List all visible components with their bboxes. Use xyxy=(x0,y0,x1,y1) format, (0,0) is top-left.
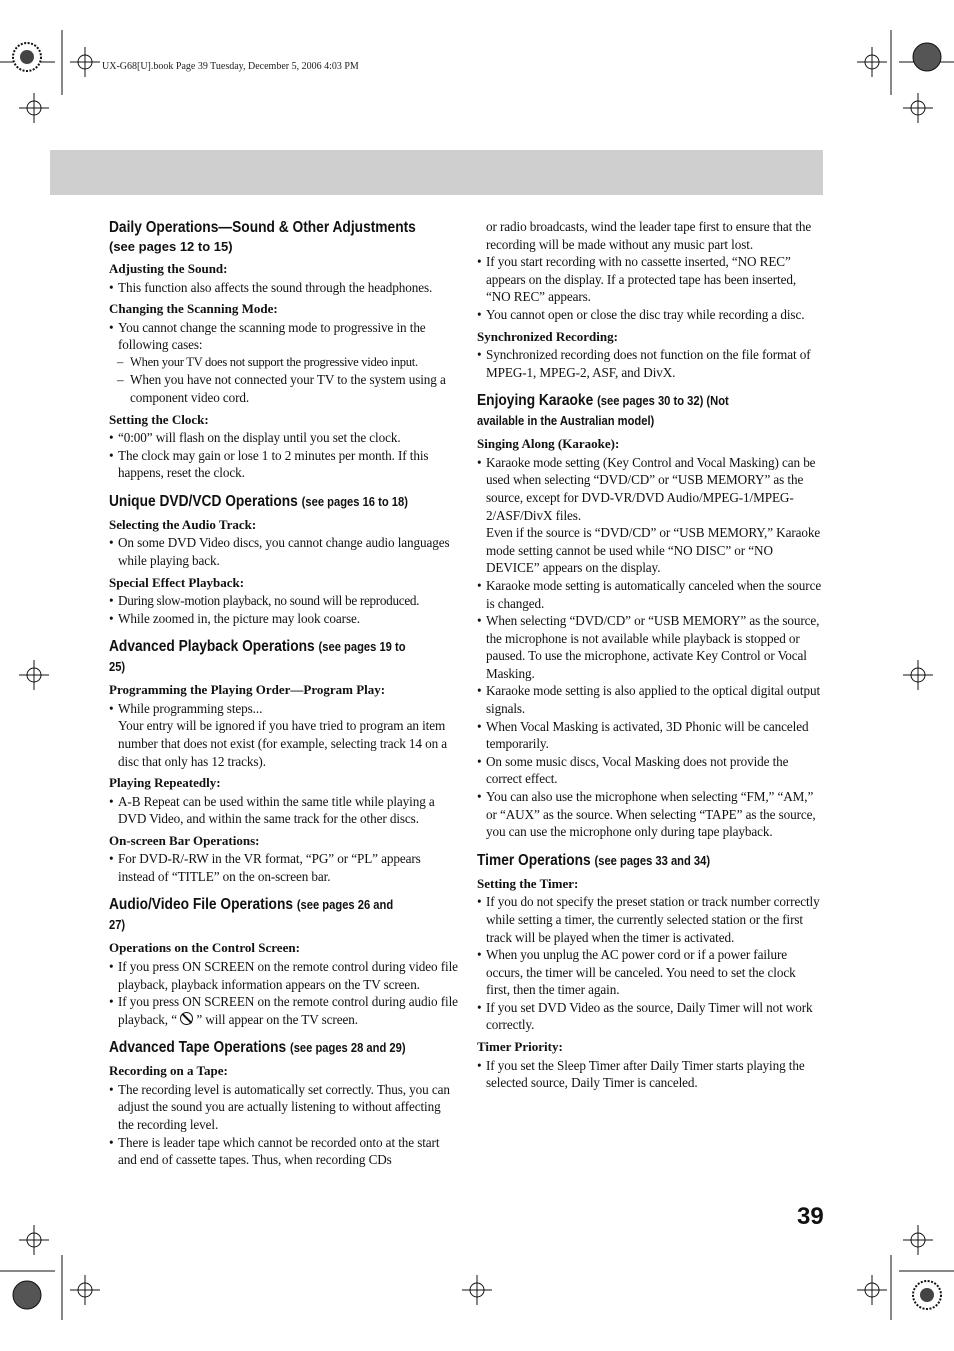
list-item: • When Vocal Masking is activated, 3D Phonic will be canceled temporarily. xyxy=(477,718,822,753)
subhead: Operations on the Control Screen: xyxy=(109,940,300,956)
list-item: • Synchronized recording does not function on the file format of MPEG-1, MPEG-2, ASF, and DivX. xyxy=(477,346,822,381)
list-item: • A-B Repeat can be used within the same title while playing a DVD Video, and within the same track for the other discs. xyxy=(109,793,459,828)
list-item: • For DVD-R/-RW in the VR format, “PG” or “PL” appears instead of “TITLE” on the on-screen bar. xyxy=(109,850,459,885)
list-item: • You cannot open or close the disc tray while recording a disc. xyxy=(477,306,822,324)
list-item: • When you unplug the AC power cord or if a power failure occurs, the timer will be canceled. You need to set the clock first, then the timer again. xyxy=(477,946,822,999)
list-item: – When your TV does not support the progressive video input. xyxy=(109,354,459,372)
list-item: or radio broadcasts, wind the leader tape first to ensure that the recording will be made without any music part lost. xyxy=(486,219,812,252)
list-item: • If you start recording with no cassette inserted, “NO REC” appears on the display. If a protected tape has been inserted, “NO REC” appears. xyxy=(477,253,822,306)
list-item: • While zoomed in, the picture may look coarse. xyxy=(109,610,459,628)
list-item: • You can also use the microphone when selecting “FM,” “AM,” or “AUX” as the source. When selecting “TAPE” as the source, you can use the microphone only during tape playback. xyxy=(477,788,822,841)
subhead: Programming the Playing Order—Program Play: xyxy=(109,682,386,698)
list-item: • The recording level is automatically set correctly. Thus, you can adjust the sound you are actually listening to without affecting the recording level. xyxy=(109,1081,459,1134)
subhead: Recording on a Tape: xyxy=(109,1063,228,1079)
list-item: • You cannot change the scanning mode to progressive in the following cases: xyxy=(109,319,459,354)
subhead: Setting the Clock: xyxy=(109,411,209,427)
list-item: • The clock may gain or lose 1 to 2 minutes per month. If this happens, reset the clock. xyxy=(109,447,459,482)
subhead: Setting the Timer: xyxy=(477,875,579,891)
section-title-timer: Timer Operations (see pages 33 and 34) xyxy=(477,851,711,869)
section-title-advplay: Advanced Playback Operations (see pages 19 to 25) xyxy=(109,638,406,675)
section-ref-daily: (see pages 12 to 15) xyxy=(109,239,233,254)
list-item: • While programming steps... xyxy=(109,700,459,718)
file-info: UX-G68[U].book Page 39 Tuesday, December 5, 2006 4:03 PM xyxy=(102,61,359,72)
list-item: • If you set DVD Video as the source, Daily Timer will not work correctly. xyxy=(477,999,822,1034)
list-item: • Karaoke mode setting is also applied to the optical digital output signals. xyxy=(477,682,822,717)
list-item: • If you press ON SCREEN on the remote control during audio file playback, “ ” will appear on the TV screen. xyxy=(109,993,459,1028)
subhead: Playing Repeatedly: xyxy=(109,775,221,791)
list-item: • If you press ON SCREEN on the remote control during video file playback, playback information appears on the TV screen. xyxy=(109,958,459,993)
section-title-daily: Daily Operations—Sound & Other Adjustments xyxy=(109,219,416,236)
subhead: Special Effect Playback: xyxy=(109,574,245,590)
section-title-karaoke: Enjoying Karaoke (see pages 30 to 32) (Not available in the Australian model) xyxy=(477,392,729,429)
section-title-dvd: Unique DVD/VCD Operations (see pages 16 to 18) xyxy=(109,492,408,510)
right-column xyxy=(477,218,822,1092)
list-item: • On some DVD Video discs, you cannot change audio languages while playing back. xyxy=(109,534,459,569)
subhead: Synchronized Recording: xyxy=(477,328,618,344)
list-item: • There is leader tape which cannot be recorded onto at the start and end of cassette tapes. Thus, when recording CDs xyxy=(109,1134,459,1169)
list-item: • On some music discs, Vocal Masking does not provide the correct effect. xyxy=(477,753,822,788)
list-item: • If you do not specify the preset station or track number correctly while setting a timer, the currently selected station or the first track will be played when the timer is activated. xyxy=(477,893,822,946)
list-item: • “0:00” will flash on the display until you set the clock. xyxy=(109,429,459,447)
list-item: – When you have not connected your TV to the system using a component video cord. xyxy=(109,371,459,406)
list-item: • This function also affects the sound through the headphones. xyxy=(109,279,459,297)
page-number: 39 xyxy=(797,1203,824,1230)
list-item: • When selecting “DVD/CD” or “USB MEMORY” as the source, the microphone is not available while playback is stopped or paused. To use the microphone, activate Key Control or Vocal Masking. xyxy=(477,612,822,682)
subhead: Timer Priority: xyxy=(477,1039,563,1055)
list-item: Your entry will be ignored if you have tried to program an item number that does not exist (for example, selecting track 14 on a disc that only has 12 tracks). xyxy=(118,718,448,769)
list-item: Even if the source is “DVD/CD” or “USB MEMORY,” Karaoke mode setting cannot be used while “NO DISC” or “NO DEVICE” appears on the display. xyxy=(486,525,821,576)
subhead: Adjusting the Sound: xyxy=(109,261,228,276)
subhead: Singing Along (Karaoke): xyxy=(477,436,620,452)
list-item: • During slow-motion playback, no sound will be reproduced. xyxy=(109,592,459,610)
list-item: • Karaoke mode setting (Key Control and Vocal Masking) can be used when selecting “DVD/CD” or “USB MEMORY” as the source, except for DVD-VR/DVD Audio/MPEG-1/MPEG-2/ASF/DivX files. xyxy=(477,454,822,524)
list-item: • Karaoke mode setting is automatically canceled when the source is changed. xyxy=(477,577,822,612)
subhead: Selecting the Audio Track: xyxy=(109,516,257,532)
subhead: On-screen Bar Operations: xyxy=(109,832,260,848)
section-title-avfile: Audio/Video File Operations (see pages 26 and 27) xyxy=(109,896,394,933)
prohibited-icon xyxy=(180,1012,193,1025)
header-band xyxy=(50,150,823,195)
left-column xyxy=(109,218,459,1169)
list-item: • If you set the Sleep Timer after Daily Timer starts playing the selected source, Daily Timer is canceled. xyxy=(477,1057,822,1092)
section-title-tape: Advanced Tape Operations (see pages 28 and 29) xyxy=(109,1039,406,1057)
subhead: Changing the Scanning Mode: xyxy=(109,301,278,317)
